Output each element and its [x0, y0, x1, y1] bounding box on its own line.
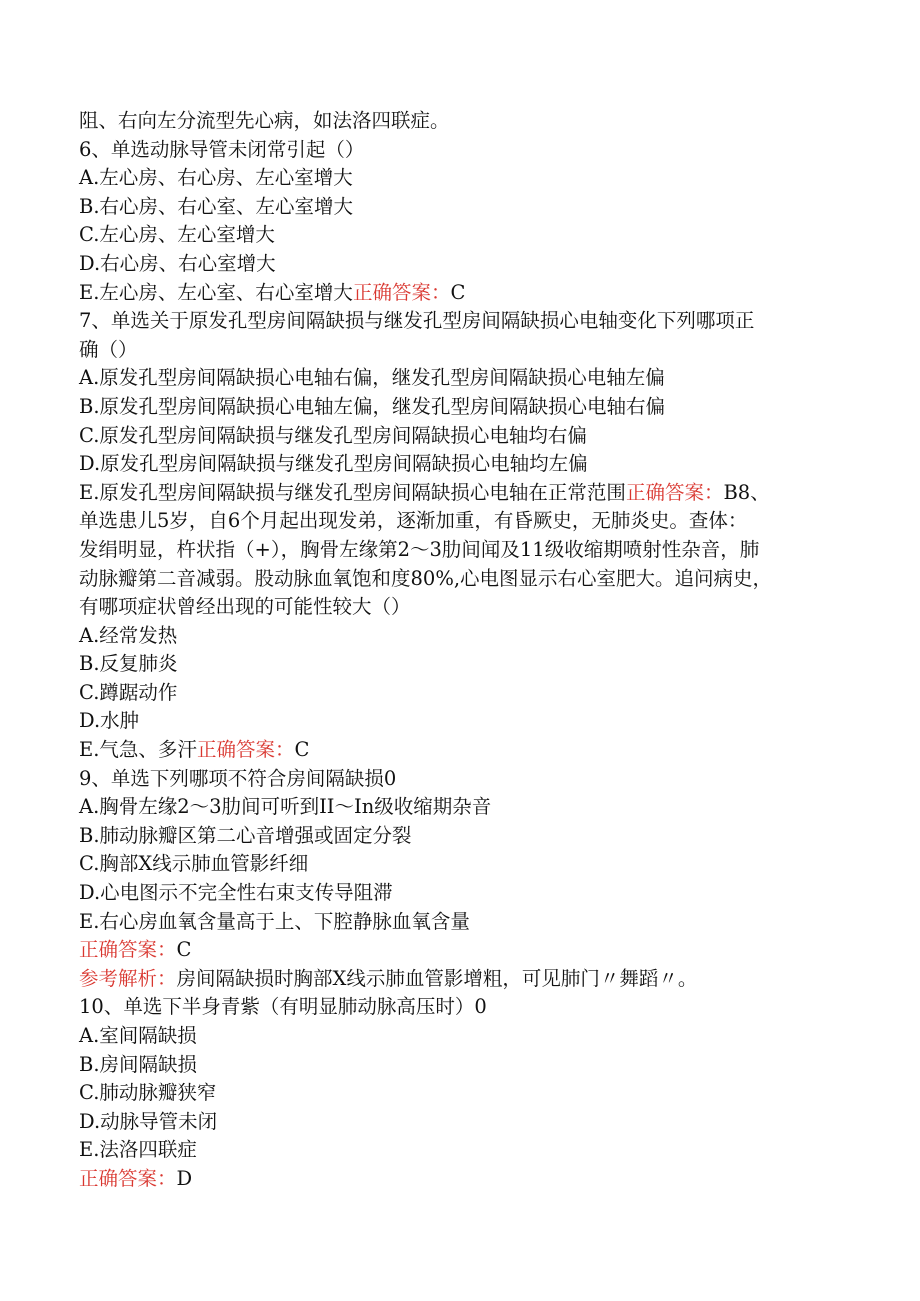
- question-6-option-b: B.右心房、右心室、左心室增大: [79, 194, 354, 218]
- question-9-option-e: E.右心房血氧含量高于上、下腔静脉血氧含量: [79, 909, 470, 933]
- question-8-option-d: D.水肿: [79, 709, 140, 733]
- question-7-stem-cont: 确（）: [79, 337, 138, 361]
- question-9-stem: 9、单选下列哪项不符合房间隔缺损0: [79, 766, 397, 790]
- option-text: E.左心房、左心室、右心室增大: [79, 280, 353, 304]
- answer-label: 正确答案：: [352, 280, 451, 304]
- question-7-option-b: B.原发孔型房间隔缺损心电轴左偏，继发孔型房间隔缺损心电轴右偏: [79, 394, 666, 418]
- question-9-answer: [79, 936, 849, 965]
- question-6-option-d: D.右心房、右心室增大: [79, 251, 276, 275]
- question-10-option-d: D.动脉导管未闭: [79, 1109, 218, 1133]
- answer-label: 正确答案：: [79, 1166, 177, 1190]
- question-9-option-a: A.胸骨左缘2～3肋间可听到II～In级收缩期杂音: [79, 795, 492, 819]
- question-8-stem: 单选患儿5岁，自6个月起出现发弟，逐渐加重，有昏厥史，无肺炎史。查体：: [79, 509, 748, 533]
- analysis-label: 参考解析：: [79, 966, 177, 990]
- question-7-option-a: A.原发孔型房间隔缺损心电轴右偏，继发孔型房间隔缺损心电轴左偏: [79, 366, 665, 390]
- question-9-option-c: C.胸部X线示肺血管影纤细: [79, 852, 309, 876]
- question-9-option-b: B.肺动脉瓣区第二心音增强或固定分裂: [79, 823, 412, 847]
- question-7-option-e: [79, 479, 849, 508]
- question-8-stem-cont: 发绢明显，杵状指（+），胸骨左缘第2～3肋间闻及11级收缩期喷射性杂音，肺: [79, 537, 760, 561]
- question-6-stem: 6、单选动脉导管未闭常引起（）: [79, 137, 365, 161]
- answer-label: 正确答案：: [196, 738, 295, 762]
- question-8-stem-cont: 有哪项症状曾经出现的可能性较大（）: [79, 595, 411, 619]
- text-line: 阻、右向左分流型先心病，如法洛四联症。: [79, 109, 450, 132]
- question-6-option-a: A.左心房、右心房、左心室增大: [79, 166, 353, 190]
- question-9-analysis: [79, 965, 849, 994]
- answer-value: D: [176, 1166, 193, 1190]
- question-10-option-b: B.房间隔缺损: [79, 1052, 198, 1076]
- question-9-option-d: D.心电图示不完全性右束支传导阻滞: [79, 881, 393, 905]
- option-text: E.气急、多汗: [79, 738, 197, 762]
- question-6-option-e: [79, 279, 849, 308]
- question-7-option-d: D.原发孔型房间隔缺损与继发孔型房间隔缺损心电轴均左偏: [79, 452, 588, 476]
- answer-value: C: [176, 938, 192, 962]
- answer-value: C: [294, 738, 310, 762]
- question-10-stem: 10、单选下半身青紫（有明显肺动脉高压时）0: [79, 995, 487, 1019]
- analysis-text: 房间隔缺损时胸部X线示肺血管影增粗，可见肺门〃舞蹈〃。: [176, 966, 698, 990]
- question-8-option-e: [79, 736, 849, 765]
- question-10-option-a: A.室间隔缺损: [79, 1024, 197, 1047]
- question-7-stem: 7、单选关于原发孔型房间隔缺损与继发孔型房间隔缺损心电轴变化下列哪项正: [79, 309, 755, 333]
- question-6-option-c: C.左心房、左心室增大: [79, 223, 275, 247]
- question-8-stem-cont: 动脉瓣第二音减弱。股动脉血氧饱和度80%,心电图显示右心室肥大。追问病史，: [79, 566, 773, 590]
- question-10-option-c: C.肺动脉瓣狭窄: [79, 1081, 217, 1105]
- question-8-option-c: C.蹲踞动作: [79, 680, 178, 704]
- question-10-option-e: E.法洛四联症: [79, 1138, 197, 1162]
- answer-label: 正确答案：: [79, 938, 177, 962]
- answer-value: C: [450, 280, 466, 304]
- question-7-option-c: C.原发孔型房间隔缺损与继发孔型房间隔缺损心电轴均右偏: [79, 423, 587, 447]
- answer-label: 正确答案：: [625, 480, 724, 504]
- question-8-option-a: A.经常发热: [79, 623, 178, 647]
- question-8-option-b: B.反复肺炎: [79, 652, 178, 676]
- question-10-answer: [79, 1165, 849, 1194]
- answer-value: B8、: [723, 480, 770, 504]
- document-body: [79, 107, 849, 1194]
- option-text: E.原发孔型房间隔缺损与继发孔型房间隔缺损心电轴在正常范围: [79, 480, 626, 504]
